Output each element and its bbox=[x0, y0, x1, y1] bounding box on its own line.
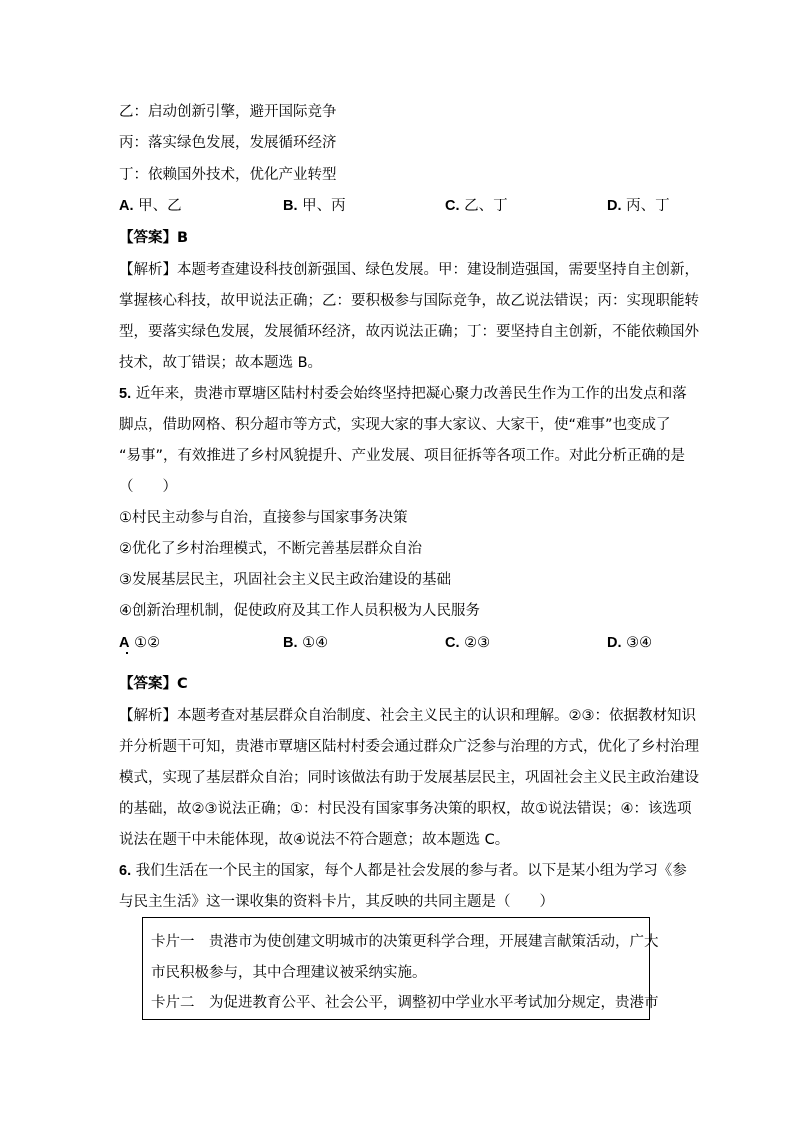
q4-option-b bbox=[283, 196, 346, 216]
q6-stem-line bbox=[119, 861, 687, 881]
q4-option-a-text: 甲、乙 bbox=[138, 198, 182, 214]
q5-option-b-key: B. bbox=[283, 635, 298, 651]
q4-statement-yi: 乙：启动创新引擎，避开国际竞争 bbox=[119, 104, 337, 120]
q4-option-a-key: A. bbox=[119, 198, 134, 214]
q5-option-a bbox=[119, 633, 160, 653]
q4-answer: 【答案】B bbox=[119, 230, 189, 246]
q5-item-4: ④创新治理机制，促使政府及其工作人员积极为人民服务 bbox=[119, 603, 480, 619]
q5-stem-line: “易事”，有效推进了乡村风貌提升、产业发展、项目征拆等各项工作。对此分析正确的是 bbox=[119, 448, 686, 464]
q4-option-c-key: C. bbox=[445, 198, 460, 214]
q5-analysis-line: 的基础，故②③说法正确；①：村民没有国家事务决策的职权，故①说法错误；④：该选项 bbox=[119, 801, 692, 817]
q5-option-a-key: A bbox=[119, 635, 130, 651]
q4-statement-ding: 丁：依赖国外技术，优化产业转型 bbox=[119, 167, 337, 183]
q5-analysis-line: 说法在题干中未能体现，故④说法不符合题意；故本题选 C。 bbox=[119, 832, 510, 848]
material-card-box bbox=[142, 917, 659, 1020]
q5-option-d-key: D. bbox=[607, 635, 622, 651]
q5-option-b bbox=[283, 633, 328, 653]
q5-blank-parens: （ ） bbox=[119, 479, 177, 495]
q5-item-2: ②优化了乡村治理模式，不断完善基层群众自治 bbox=[119, 541, 422, 557]
q4-option-a bbox=[119, 196, 182, 216]
q6-stem-line: 与民主生活》这一课收集的资料卡片，其反映的共同主题是（ ） bbox=[119, 894, 554, 910]
q4-option-d bbox=[607, 196, 670, 216]
stray-dot-mark bbox=[126, 652, 128, 654]
q5-option-c bbox=[445, 633, 490, 653]
q4-option-c-text: 乙、丁 bbox=[464, 198, 508, 214]
q5-stem-line bbox=[119, 384, 687, 404]
q5-analysis-line: 并分析题干可知，贵港市覃塘区陆村村委会通过群众广泛参与治理的方式，优化了乡村治理 bbox=[119, 739, 699, 755]
q5-answer: 【答案】C bbox=[119, 676, 188, 692]
q5-stem-line: 脚点，借助网格、积分超市等方式，实现大家的事大家议、大家干，使“难事”也变成了 bbox=[119, 417, 671, 433]
q4-analysis-line: 【解析】本题考查建设科技创新强国、绿色发展。甲：建设制造强国，需要坚持自主创新， bbox=[119, 262, 699, 278]
q5-stem-text: 近年来，贵港市覃塘区陆村村委会始终坚持把凝心聚力改善民生作为工作的出发点和落 bbox=[135, 386, 687, 402]
q5-option-b-text: ①④ bbox=[302, 635, 329, 651]
q4-analysis-line: 技术，故丁错误；故本题选 B。 bbox=[119, 355, 323, 371]
q5-option-d bbox=[607, 633, 652, 653]
q5-item-1: ①村民主动参与自治，直接参与国家事务决策 bbox=[119, 510, 408, 526]
q5-option-d-text: ③④ bbox=[626, 635, 653, 651]
q5-option-c-text: ②③ bbox=[464, 635, 491, 651]
q4-option-b-key: B. bbox=[283, 198, 298, 214]
card-line: 卡片一 贵港市为使创建文明城市的决策更科学合理，开展建言献策活动，广大 bbox=[151, 934, 659, 950]
q5-item-3: ③发展基层民主，巩固社会主义民主政治建设的基础 bbox=[119, 572, 451, 588]
q4-option-b-text: 甲、丙 bbox=[302, 198, 346, 214]
card-line: 市民积极参与，其中合理建议被采纳实施。 bbox=[151, 965, 427, 981]
q4-statement-bing: 丙：落实绿色发展，发展循环经济 bbox=[119, 135, 337, 151]
q6-number: 6. bbox=[119, 863, 132, 879]
q4-option-d-key: D. bbox=[607, 198, 622, 214]
q6-stem-text: 我们生活在一个民主的国家，每个人都是社会发展的参与者。以下是某小组为学习《参 bbox=[135, 863, 687, 879]
q5-number: 5. bbox=[119, 386, 132, 402]
q5-option-c-key: C. bbox=[445, 635, 460, 651]
q4-analysis-line: 掌握核心科技，故甲说法正确；乙：要积极参与国际竞争，故乙说法错误；丙：实现职能转 bbox=[119, 293, 699, 309]
q4-analysis-line: 型，要落实绿色发展，发展循环经济，故丙说法正确；丁：要坚持自主创新，不能依赖国外 bbox=[119, 324, 699, 340]
q4-option-d-text: 丙、丁 bbox=[626, 198, 670, 214]
q5-analysis-line: 模式，实现了基层群众自治；同时该做法有助于发展基层民主，巩固社会主义民主政治建设 bbox=[119, 770, 699, 786]
q5-option-a-text: ①② bbox=[134, 635, 161, 651]
q4-option-c bbox=[445, 196, 508, 216]
q5-analysis-line: 【解析】本题考查对基层群众自治制度、社会主义民主的认识和理解。②③：依据教材知识 bbox=[119, 708, 696, 724]
card-line: 卡片二 为促进教育公平、社会公平，调整初中学业水平考试加分规定，贵港市 bbox=[151, 995, 659, 1011]
